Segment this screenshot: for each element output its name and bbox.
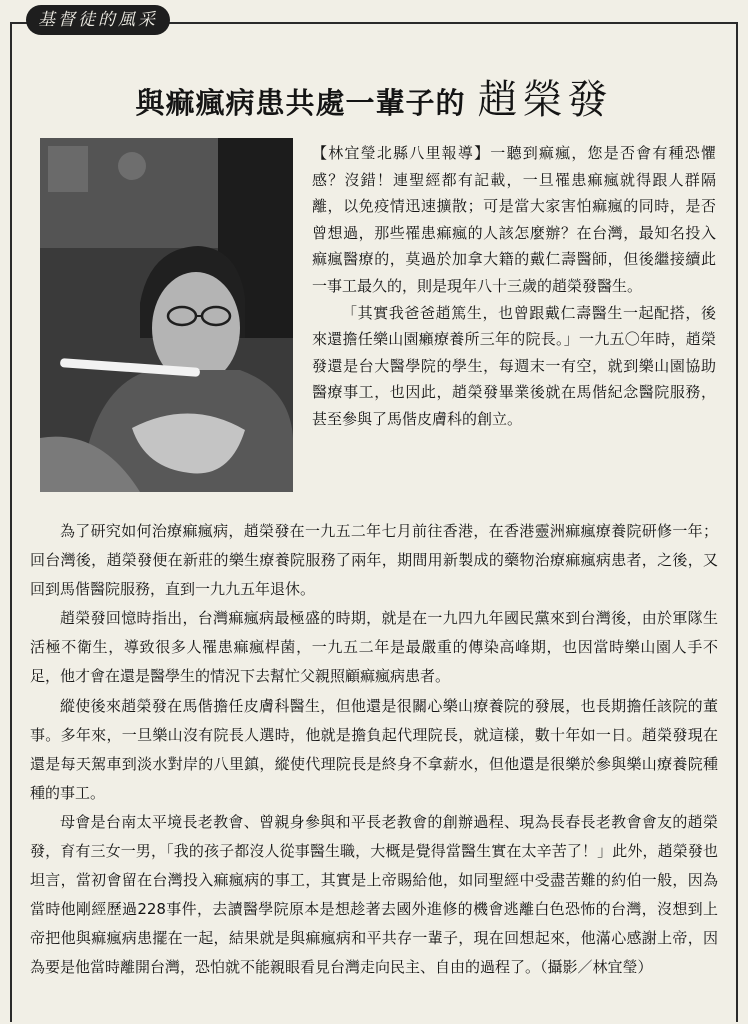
portrait-photo — [40, 138, 293, 492]
section-tag: 基督徒的風采 — [26, 5, 170, 35]
body-paragraph: 趙榮發回憶時指出，台灣痲瘋病最極盛的時期，就是在一九四九年國民黨來到台灣後，由於軍隊生活極不衛生，導致很多人罹患痲瘋桿菌，一九五二年是最嚴重的傳染高峰期，也因當時樂山園人手不足，他才會在還是醫學生的情況下去幫忙父親照顧痲瘋病患者。 — [30, 609, 718, 686]
body-paragraph-text: 母會是台南太平境長老教會、曾親身參與和平長老教會的創辦過程、現為長春長老教會會友的趙榮發，育有三女一男，「我的孩子都沒人從事醫生職，大概是覺得當醫生實在太辛苦了！」此外，趙榮發也坦言，當初會留在台灣投入痲瘋病的事工，其實是上帝賜給他，如同聖經中受盡苦難的約伯一般，因為當時他剛經歷過228事件，去讀醫學院原本是想趁著去國外進修的機會逃離白色恐怖的台灣，沒想到上帝把他與痲瘋病患擺在一起，結果就是與痲瘋病和平共存一輩子，現在回想起來，他滿心感謝上帝，因為要是他當時離開台灣，恐怕就不能親眼看見台灣走向民主、自由的過程了。 — [30, 812, 718, 977]
headline-main: 與痲瘋病患共處一輩子的 — [135, 86, 466, 120]
photo-credit: （攝影／林宜瑩） — [540, 958, 653, 977]
lead-paragraph: 「其實我爸爸趙篤生，也曾跟戴仁壽醫生一起配搭，後來還擔任樂山園癩療養所三年的院長。」一九五〇年時，趙榮發還是台大醫學院的學生，每週末一有空，就到樂山園協助醫療事工，也因此，趙榮發畢業後就在馬偕紀念醫院服務，甚至參與了馬偕皮膚科的創立。 — [312, 303, 716, 428]
lead-text — [312, 140, 716, 433]
body-paragraph-last — [30, 808, 718, 983]
body-paragraph: 縱使後來趙榮發在馬偕擔任皮膚科醫生，但他還是很關心樂山療養院的發展，也長期擔任該院的董事。多年來，一旦樂山沒有院長人選時，他就是擔負起代理院長，就這樣，數十年如一日。趙榮發現在還是每天駕車到淡水對岸的八里鎮，縱使代理院長是終身不拿薪水，但他還是很樂於參與樂山療養院種種的事工。 — [30, 696, 718, 802]
body-paragraph: 為了研究如何治療痲瘋病，趙榮發在一九五二年七月前往香港，在香港靈洲痲瘋療養院研修一年；回台灣後，趙榮發便在新莊的樂生療養院服務了兩年，期間用新製成的藥物治療痲瘋病患者，之後，又回到馬偕醫院服務，直到一九九五年退休。 — [30, 522, 718, 599]
body-text — [30, 517, 718, 983]
lead-paragraph: 【林宜瑩北縣八里報導】一聽到痲瘋，您是否會有種恐懼感？沒錯！連聖經都有記載，一旦罹患痲瘋就得跟人群隔離，以免疫情迅速擴散；可是當大家害怕痲瘋的同時，是否曾想過，那些罹患痲瘋的人該怎麼辦？在台灣，最知名投入痲瘋醫療的，莫過於加拿大籍的戴仁壽醫師，但後繼接續此一事工最久的，則是現年八十三歲的趙榮發醫生。 — [312, 144, 716, 295]
headline — [0, 68, 748, 125]
headline-name: 趙榮發 — [477, 77, 613, 123]
